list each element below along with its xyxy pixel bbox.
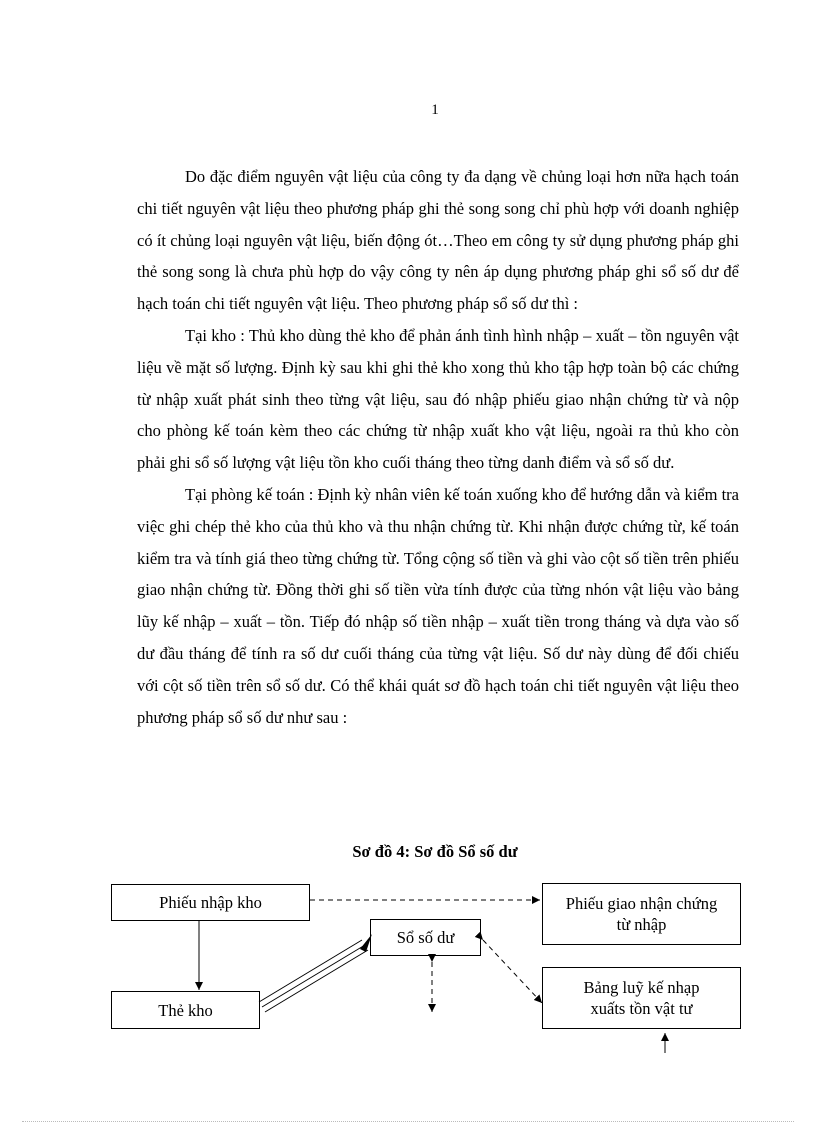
box-phieu-nhap-kho: [111, 884, 310, 921]
arrow-thekho-to-sosodu-a: [259, 940, 362, 1002]
arrow-thekho-to-sosodu-c: [265, 950, 368, 1012]
paragraph-accounting: Tại phòng kế toán : Định kỳ nhân viên kế toán xuống kho để hướng dẫn và kiểm tra việc ghi chép thẻ kho của thủ kho và thu nhận chứng từ. Khi nhận được chứng từ, kế toán kiểm tra và tính giá theo từng chứng từ. Tổng cộng số tiền và ghi vào cột số tiền trên phiếu giao nhận chứng từ. Đồng thời ghi số tiền vừa tính được của từng nhón vật liệu vào bảng lũy kế nhập – xuất – tồn. Tiếp đó nhập số tiền nhập – xuất tiền trong tháng và dựa vào số dư đầu tháng để tính ra số dư cuối tháng của từng vật liệu. Số dư này dùng để đối chiếu với cột số tiền trên sổ số dư. Có thể khái quát sơ đồ hạch toán chi tiết nguyên vật liệu theo phương pháp sổ số dư như sau :: [137, 484, 739, 727]
arrow-sosodu-to-bangluyke: [483, 940, 542, 1003]
box-the-kho-label: Thẻ kho: [158, 1000, 213, 1020]
box-phieu-giao-nhan-line2: từ nhập: [616, 915, 667, 934]
box-so-so-du-label: Sổ số dư: [396, 928, 455, 947]
box-so-so-du: [370, 919, 481, 956]
box-phieu-giao-nhan-line1: Phiếu giao nhận chứng: [565, 894, 718, 913]
page-number: 1: [431, 102, 439, 118]
box-bang-luy-ke-line1: Bảng luỹ kế nhạp: [583, 978, 700, 997]
box-the-kho: [111, 991, 260, 1029]
arrow-thekho-to-sosodu-b: [262, 945, 365, 1007]
box-bang-luy-ke-line2: xuấts tồn vật tư: [590, 999, 693, 1018]
box-bang-luy-ke: [542, 967, 741, 1029]
paragraph-warehouse: Tại kho : Thủ kho dùng thẻ kho để phản ánh tình hình nhập – xuất – tồn nguyên vật liệu về mặt số lượng. Định kỳ sau khi ghi thẻ kho xong thủ kho tập hợp toàn bộ các chứng từ nhập xuất phát sinh theo từng vật liệu, sau đó nhập phiếu giao nhận chứng từ và nộp cho phòng kế toán kèm theo các chứng từ nhập xuất kho vật liệu, ngoài ra thủ kho còn phải ghi sổ số lượng vật liệu tồn kho cuối tháng theo từng danh điểm và sổ số dư.: [137, 325, 739, 473]
box-phieu-giao-nhan: [542, 883, 741, 945]
diagram-title: Sơ đồ 4: Sơ đồ Sổ số dư: [352, 842, 518, 861]
box-phieu-nhap-kho-label: Phiếu nhập kho: [159, 893, 262, 912]
page-bottom-rule: [22, 1121, 794, 1122]
paragraph-intro: Do đặc điểm nguyên vật liệu của công ty đa dạng về chủng loại hơn nữa hạch toán chi tiết nguyên vật liệu theo phương pháp ghi thẻ song song chỉ phù hợp với doanh nghiệp có ít chủng loại nguyên vật liệu, biến động ót…Theo em công ty sử dụng phương pháp ghi thẻ song song là chưa phù hợp do vậy công ty nên áp dụng phương pháp ghi sổ số dư để hạch toán chi tiết nguyên vật liệu. Theo phương pháp sổ số dư thì :: [137, 167, 739, 314]
